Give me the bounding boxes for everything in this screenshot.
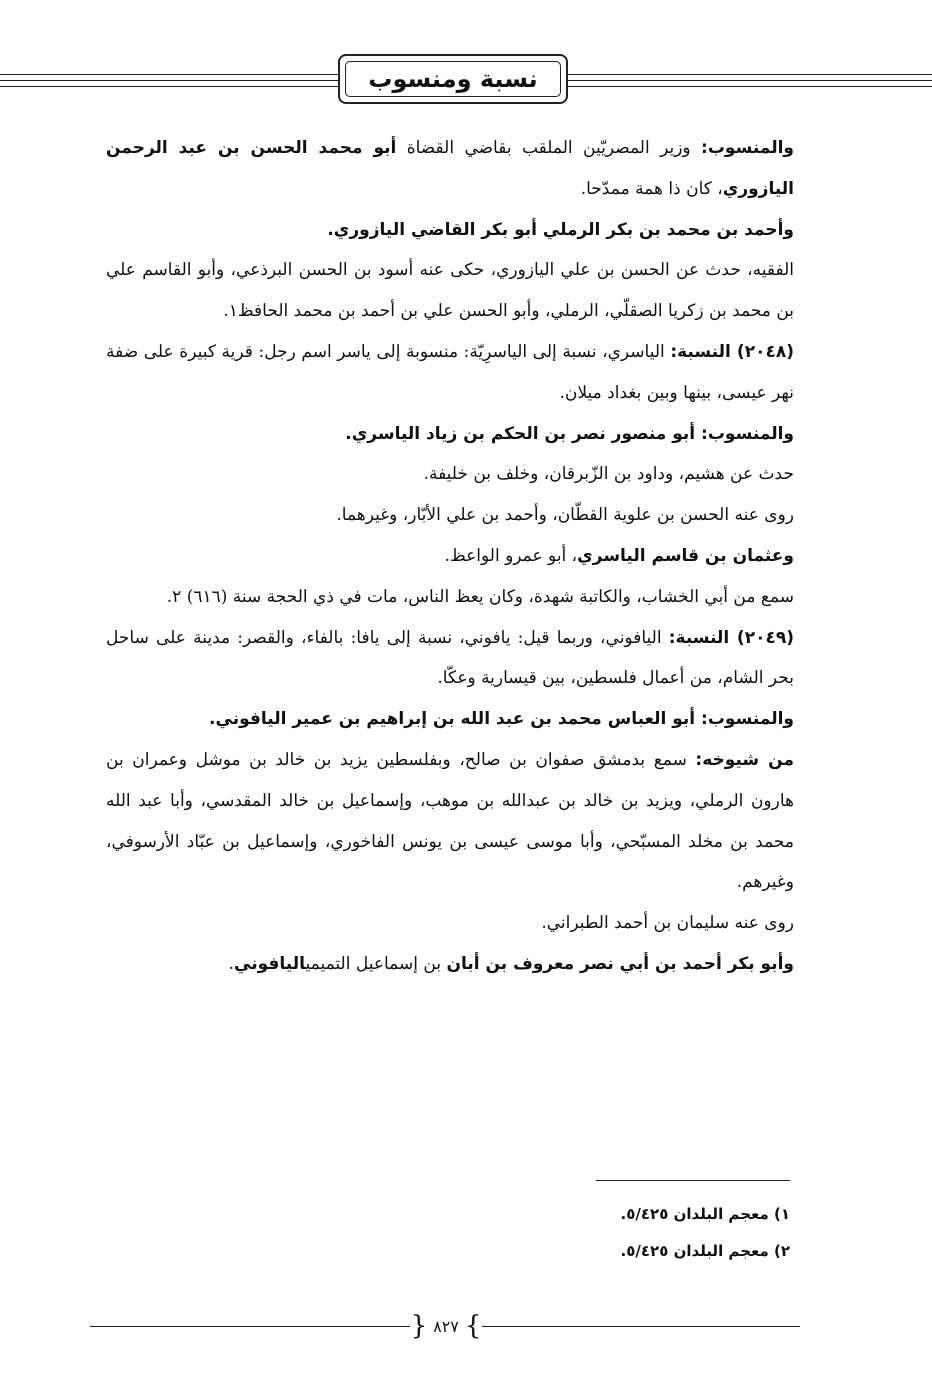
header-rule-left <box>0 80 338 81</box>
paragraph-text: روى عنه الحسن بن علوية القطّان، وأحمد بن علي الأبّار، وغيرهما. <box>336 505 794 526</box>
paragraph <box>106 332 794 414</box>
paragraph-text: سمع من أبي الخشاب، والكاتبة شهدة، وكان يعظ الناس، مات في ذي الحجة سنة (٦١٦) ٢. <box>166 586 794 607</box>
paragraph-text: سمع بدمشق صفوان بن صالح، وبفلسطين يزيد بن خالد بن موشل وعمران بن هارون الرملي، ويزيد بن خالد بن عبدالله بن موهب، وإسماعيل بن خالد المقدسي، وأبا عبد الله محمد بن مخلد المسبّحي، وأبا موسى عيسى بن يونس الفاخوري، وإسماعيل بن عبّاد الأرسوفي، وغيرهم. <box>106 749 794 893</box>
paragraph <box>106 454 794 495</box>
paragraph-text: وزير المصريّين الملقب بقاضي القضاة <box>396 138 702 158</box>
footnote: ٢) معجم البلدان ٥/٤٢٥. <box>620 1242 790 1260</box>
entry-label: والمنسوب: <box>701 138 794 158</box>
paragraph-text: ، كان ذا همة ممدّحا. <box>580 178 723 199</box>
footer-rule-right <box>482 1326 800 1327</box>
header-rule-right <box>568 74 932 75</box>
entry-label: والمنسوب: <box>701 423 794 444</box>
right-brace-ornament: { <box>410 1311 428 1341</box>
paragraph <box>106 740 794 903</box>
paragraph <box>106 903 794 944</box>
paragraph-text: الفقيه، حدث عن الحسن بن علي اليازوري، حكى عنه أسود بن الحسن البرذعي، وأبو القاسم علي بن محمد بن زكريا الصقلّي، الرملي، وأبو الحسن علي بن أحمد بن محمد الحافظ١. <box>106 260 794 322</box>
paragraph <box>106 210 794 251</box>
entry-name: وعثمان بن قاسم الياسري <box>577 545 794 566</box>
page-title: نسبة ومنسوب <box>368 65 538 93</box>
header-title-box <box>338 54 568 104</box>
header-rule-right <box>568 80 932 81</box>
entry-label: من شيوخه: <box>695 749 794 770</box>
paragraph-text: الياسري، نسبة إلى الياسرِيّة: منسوبة إلى ياسر اسم رجل: قرية كبيرة على ضفة نهر عيسى، بينها وبين بغداد ميلان. <box>106 341 794 403</box>
entry-name: أبو محمد الحسن بن عبد الرحمن اليازوري <box>106 138 794 199</box>
paragraph <box>106 577 794 618</box>
entry-name: أبو منصور نصر بن الحكم بن زياد الياسري. <box>345 423 702 444</box>
footnote: ١) معجم البلدان ٥/٤٢٥. <box>620 1205 790 1223</box>
paragraph-text: اليافوني، وربما قيل: يافوني، نسبة إلى يافا: بالفاء، والقصر: مدينة على ساحل بحر الشام، من أعمال فلسطين، بين قيسارية وعكّا. <box>106 627 794 689</box>
page-body <box>106 128 794 985</box>
page-number-box <box>410 1312 482 1340</box>
footnote-separator <box>596 1180 790 1181</box>
paragraph-text: حدث عن هشيم، وداود بن الزّبرقان، وخلف بن خليفة. <box>423 464 794 485</box>
entry-name: وأبو بكر أحمد بن أبي نصر معروف بن أبان <box>446 953 794 974</box>
paragraph <box>106 699 794 740</box>
header-rule-left <box>0 74 338 75</box>
footer-rule-left <box>90 1326 410 1327</box>
paragraph-text: بن إسماعيل التميمي <box>305 953 447 974</box>
entry-name: وأحمد بن محمد بن بكر الرملي أبو بكر القاضي اليازوري. <box>327 219 794 240</box>
left-brace-ornament: } <box>464 1311 482 1341</box>
paragraph-text: ، أبو عمرو الواعظ. <box>444 545 578 566</box>
footnotes <box>480 1196 790 1270</box>
paragraph <box>106 414 794 455</box>
entry-label: والمنسوب: <box>701 709 794 730</box>
paragraph-text: روى عنه سليمان بن أحمد الطبراني. <box>541 913 794 934</box>
header-rule-right <box>568 86 932 87</box>
entry-name: أبو العباس محمد بن عبد الله بن إبراهيم بن عمير اليافوني. <box>209 709 702 730</box>
entry-label: (٢٠٤٨) النسبة: <box>670 341 795 362</box>
paragraph <box>106 128 794 210</box>
paragraph <box>106 618 794 700</box>
paragraph-text: . <box>228 953 235 974</box>
paragraph <box>106 250 794 332</box>
entry-name: اليافوني <box>234 953 306 974</box>
paragraph <box>106 944 794 985</box>
page-number: ٨٢٧ <box>433 1316 459 1336</box>
header-rule-left <box>0 86 338 87</box>
entry-label: (٢٠٤٩) النسبة: <box>668 627 794 648</box>
paragraph <box>106 536 794 577</box>
paragraph <box>106 495 794 536</box>
